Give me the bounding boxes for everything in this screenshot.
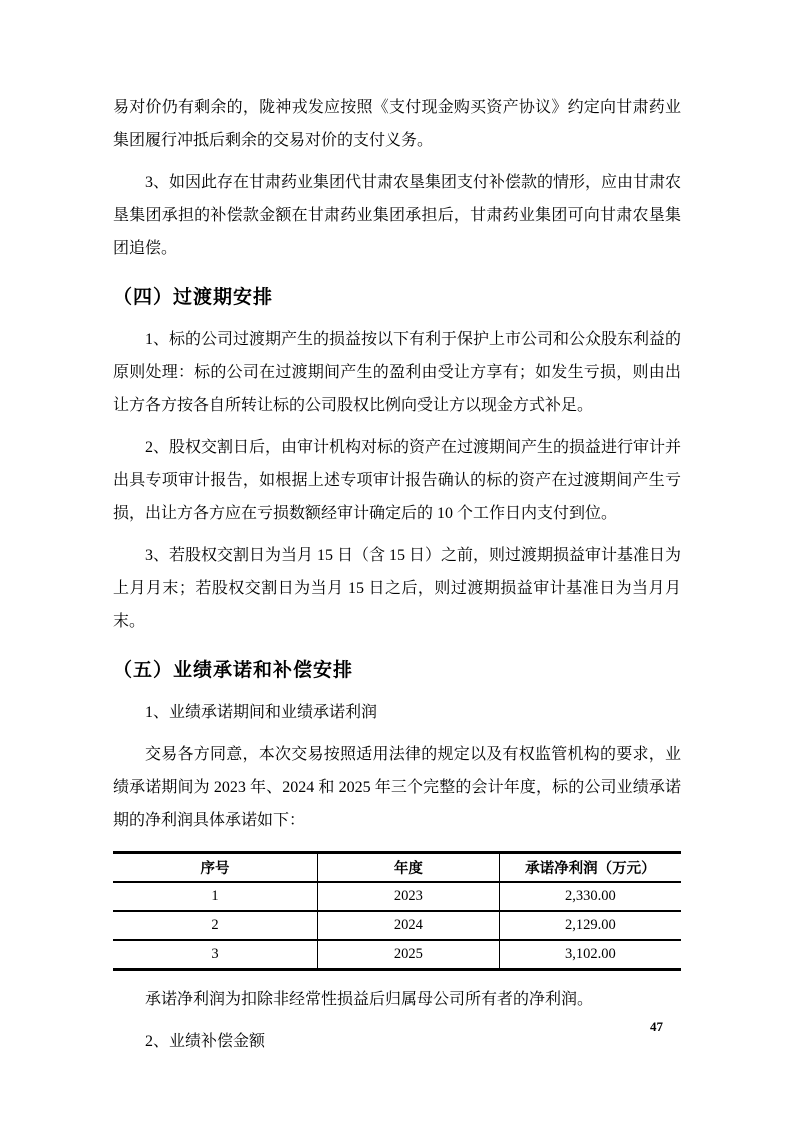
table-cell: 2023 bbox=[317, 882, 499, 911]
paragraph: 承诺净利润为扣除非经常性损益后归属母公司所有者的净利润。 bbox=[145, 991, 594, 1008]
paragraph: 易对价仍有剩余的，陇神戎发应按照《支付现金购买资产协议》约定向甘肃药业集团履行冲抵后剩余的交易对价的支付义务。 bbox=[113, 99, 681, 149]
table-cell: 2,330.00 bbox=[499, 882, 681, 911]
table-row bbox=[113, 940, 681, 970]
paragraph: 1、标的公司过渡期产生的损益按以下有利于保护上市公司和公众股东利益的原则处理：标的公司在过渡期间产生的盈利由受让方享有；如发生亏损，则由出让方各方按各自所转让标的公司股权比例向受让方以现金方式补足。 bbox=[113, 331, 682, 414]
table-header-cell: 年度 bbox=[317, 853, 499, 883]
table-cell: 3 bbox=[211, 946, 219, 962]
table-header-cell: 序号 bbox=[113, 853, 317, 883]
document-body bbox=[113, 82, 681, 1067]
table-cell: 2024 bbox=[317, 911, 499, 940]
paragraph: 3、若股权交割日为当月 15 日（含 15 日）之前，则过渡期损益审计基准日为上月月末；若股权交割日为当月 15 日之后，则过渡期损益审计基准日为当月月末。 bbox=[113, 547, 682, 630]
table-header-cell: 承诺净利润（万元） bbox=[499, 853, 681, 883]
table-cell: 1 bbox=[113, 882, 317, 911]
section-heading-5: （五）业绩承诺和补偿安排 bbox=[113, 660, 354, 681]
table-cell: 2,129.00 bbox=[499, 911, 681, 940]
table-row bbox=[113, 911, 681, 940]
paragraph: 交易各方同意，本次交易按照适用法律的规定以及有权监管机构的要求，业绩承诺期间为 2023 年、2024 和 2025 年三个完整的会计年度，标的公司业绩承诺期的净利润具体承诺如下： bbox=[113, 746, 681, 829]
paragraph: 3、如因此存在甘肃药业集团代甘肃农垦集团支付补偿款的情形，应由甘肃农垦集团承担的补偿款金额在甘肃药业集团承担后，甘肃药业集团可向甘肃农垦集团追偿。 bbox=[113, 174, 682, 257]
page-number: 47 bbox=[650, 1019, 663, 1034]
table-cell: 2 bbox=[113, 911, 317, 940]
table-cell: 3,102.00 bbox=[499, 940, 681, 970]
table-header-row bbox=[113, 853, 681, 883]
paragraph: 2、股权交割日后，由审计机构对标的资产在过渡期间产生的损益进行审计并出具专项审计报告，如根据上述专项审计报告确认的标的资产在过渡期间产生亏损，出让方各方应在亏损数额经审计确定后的 10 个工作日内支付到位。 bbox=[113, 439, 682, 522]
table-cell: 2025 bbox=[317, 940, 499, 970]
sub-item-heading: 2、业绩补偿金额 bbox=[145, 1033, 266, 1050]
section-heading-4: （四）过渡期安排 bbox=[113, 287, 274, 308]
profit-commitment-table bbox=[113, 851, 681, 971]
table-row bbox=[113, 882, 681, 911]
sub-item-heading: 1、业绩承诺期间和业绩承诺利润 bbox=[145, 704, 378, 721]
